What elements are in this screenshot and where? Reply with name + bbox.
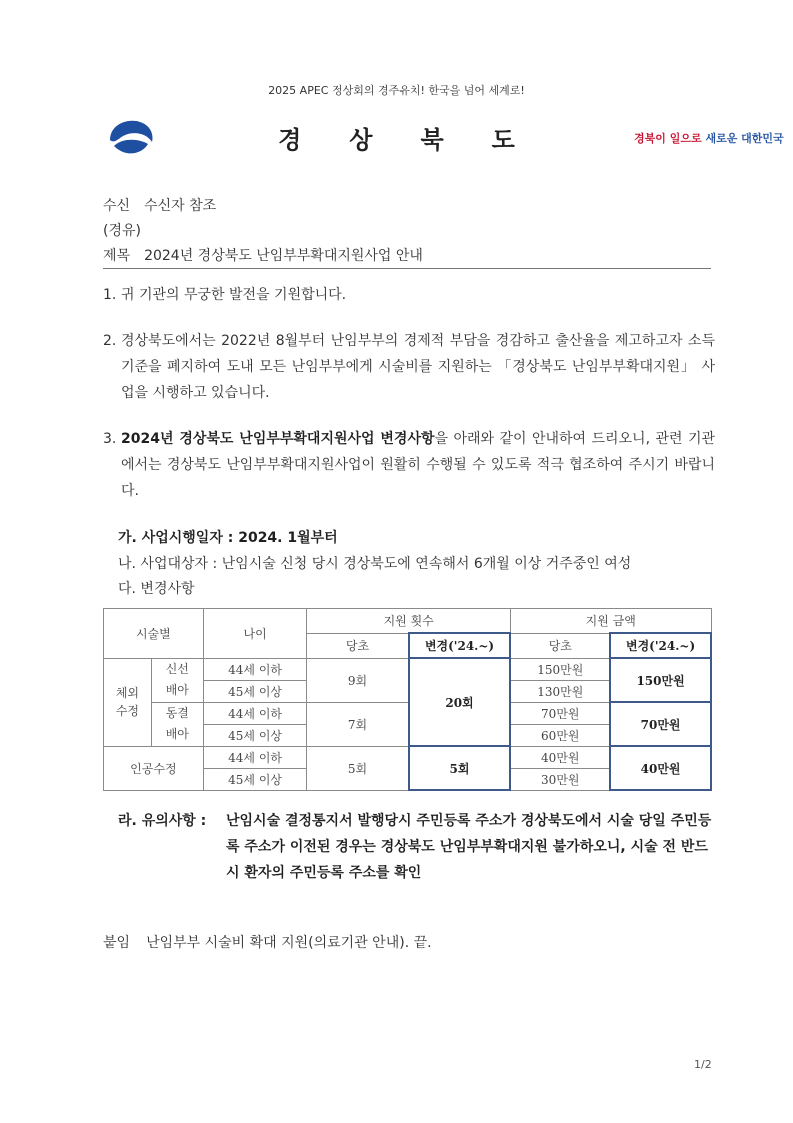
frozen-amount-over45: 60만원 — [510, 724, 610, 746]
header-divider — [103, 268, 711, 269]
item-da: 다. 변경사항 — [118, 581, 195, 597]
item-na: 나. 사업대상자 : 난임시술 신청 당시 경상북도에 연속해서 6개월 이상 거주중인 여성 — [118, 556, 632, 572]
fresh-amount-over45: 130만원 — [510, 680, 610, 702]
iui-amount-under44: 40만원 — [510, 746, 610, 768]
support-table — [103, 608, 712, 791]
slogan: 2025 APEC 정상회의 경주유치! 한국을 넘어 세계로! — [268, 84, 525, 97]
frozen-age-over45: 45세 이상 — [203, 724, 307, 746]
subject-row — [103, 245, 423, 265]
iui-count-original: 5회 — [307, 746, 409, 790]
fresh-age-over45: 45세 이상 — [203, 680, 307, 702]
attachment-line — [103, 932, 432, 952]
iui-age-under44: 44세 이하 — [203, 746, 307, 768]
paragraph-1 — [103, 282, 715, 308]
header-age: 나이 — [203, 609, 307, 659]
subject-value: 2024년 경상북도 난임부부확대지원사업 안내 — [144, 248, 423, 264]
iui-amount-changed: 40만원 — [610, 746, 711, 790]
header-amount-original: 당초 — [510, 633, 610, 658]
paragraph-2-text: 경상북도에서는 2022년 8월부터 난임부부의 경제적 부담을 경감하고 출산율을 제고하고자 소득기준을 폐지하여 도내 모든 난임부부에게 시술비를 지원하는 「경상북도 난임부부확대지원」 사업을 시행하고 있습니다. — [121, 333, 715, 401]
paragraph-2-number: 2. — [103, 333, 117, 349]
paragraph-2 — [103, 328, 715, 406]
frozen-embryo: 동결 배아 — [151, 702, 203, 746]
page-number: 1/2 — [694, 1058, 712, 1071]
recipient-label: 수신 — [103, 198, 131, 214]
via-label: (경유) — [103, 223, 141, 239]
recipient-value: 수신자 참조 — [144, 198, 217, 214]
organization-name: 경상북도 — [278, 126, 563, 154]
frozen-amount-changed: 70만원 — [610, 702, 711, 746]
ivf-count-changed: 20회 — [409, 658, 511, 746]
recipient-row — [103, 195, 216, 215]
item-ra-label: 라. 유의사항 : — [118, 813, 207, 829]
header-count-original: 당초 — [307, 633, 409, 658]
group-ivf: 체외 수정 — [104, 658, 152, 746]
iui-amount-over45: 30만원 — [510, 768, 610, 790]
brand-mark — [634, 126, 784, 154]
fresh-amount-changed: 150만원 — [610, 658, 711, 702]
iui-age-over45: 45세 이상 — [203, 768, 307, 790]
subject-label: 제목 — [103, 248, 131, 264]
iui-count-changed: 5회 — [409, 746, 511, 790]
paragraph-3-bold: 2024년 경상북도 난임부부확대지원사업 변경사항 — [121, 431, 435, 447]
fresh-age-under44: 44세 이하 — [203, 658, 307, 680]
item-ra — [118, 808, 714, 886]
paragraph-3-number: 3. — [103, 431, 117, 447]
paragraph-3-text: 을 아래와 같이 안내하여 드리오니, 관련 기관에서는 경상북도 난임부부확대지원사업이 원활히 수행될 수 있도록 적극 협조하여 주시기 바랍니다. — [121, 431, 715, 499]
attachment-text: 난임부부 시술비 확대 지원(의료기관 안내). 끝. — [146, 935, 432, 951]
item-ra-text: 난임시술 결정통지서 발행당시 주민등록 주소가 경상북도에서 시술 당일 주민등록 주소가 이전된 경우는 경상북도 난임부부확대지원 불가하오니, 시술 전 반드시 환자의 주민등록 주소를 확인 — [226, 813, 712, 881]
header-procedure: 시술별 — [104, 609, 204, 659]
frozen-amount-under44: 70만원 — [510, 702, 610, 724]
header-amount-changed: 변경('24.~) — [610, 633, 711, 658]
attachment-label: 붙임 — [103, 935, 131, 951]
frozen-age-under44: 44세 이하 — [203, 702, 307, 724]
brand-line1: 경북이 일으로 — [634, 132, 702, 145]
paragraph-1-text: 귀 기관의 무궁한 발전을 기원합니다. — [121, 287, 347, 303]
fresh-embryo: 신선 배아 — [151, 658, 203, 702]
paragraph-1-number: 1. — [103, 287, 117, 303]
fresh-count-original: 9회 — [307, 658, 409, 702]
header-support-amount: 지원 금액 — [510, 609, 711, 634]
frozen-count-original: 7회 — [307, 702, 409, 746]
paragraph-3 — [103, 426, 715, 504]
group-iui: 인공수정 — [104, 746, 204, 790]
item-ga: 가. 사업시행일자 : 2024. 1월부터 — [118, 530, 338, 546]
header-count-changed: 변경('24.~) — [409, 633, 511, 658]
header-support-count: 지원 횟수 — [307, 609, 511, 634]
brand-line2: 새로운 대한민국 — [705, 132, 784, 145]
fresh-amount-under44: 150만원 — [510, 658, 610, 680]
